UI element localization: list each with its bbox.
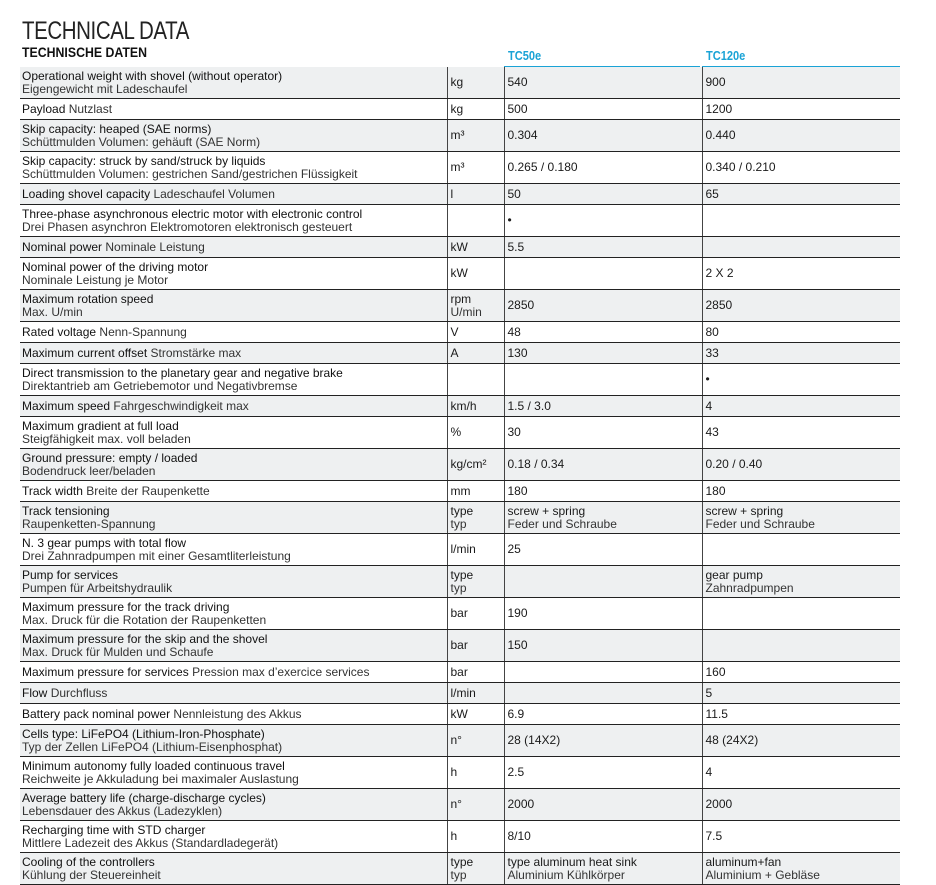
model-header-tc120e: TC120e bbox=[706, 48, 746, 63]
spec-unit bbox=[447, 502, 504, 534]
unit-text: kW bbox=[450, 266, 468, 280]
unit-text: A bbox=[450, 345, 459, 360]
spec-unit bbox=[447, 343, 504, 364]
value-text: 180 bbox=[705, 483, 726, 498]
value-text: 50 bbox=[507, 186, 521, 201]
unit-text: type bbox=[450, 503, 474, 518]
spec-label-en: Cells type: LiFePO4 (Lithium-Iron-Phosphate) bbox=[22, 726, 265, 741]
value-tc120e bbox=[702, 99, 900, 120]
value-text: 6.9 bbox=[507, 706, 525, 721]
spec-label bbox=[20, 184, 447, 205]
spec-label bbox=[20, 417, 447, 449]
value-text: aluminum+fan bbox=[705, 854, 782, 869]
spec-unit bbox=[447, 237, 504, 258]
spec-label bbox=[20, 152, 447, 184]
spec-label-en: Nominal power of the driving motor bbox=[22, 259, 209, 274]
table-row bbox=[20, 290, 900, 322]
value-text: 160 bbox=[705, 664, 726, 679]
value-tc120e bbox=[702, 120, 900, 152]
unit-text: km/h bbox=[450, 398, 477, 413]
spec-label-de: Ladeschaufel Volumen bbox=[153, 186, 275, 201]
spec-label-en: Track tensioning bbox=[22, 503, 110, 518]
spec-unit bbox=[447, 152, 504, 184]
value-tc50e bbox=[504, 205, 702, 237]
value-text: 80 bbox=[705, 324, 719, 339]
spec-label-de: Raupenketten-Spannung bbox=[22, 516, 156, 531]
spec-label-de: Direktantrieb am Getriebemotor und Negativbremse bbox=[22, 378, 298, 393]
model-header-tc50e: TC50e bbox=[508, 48, 542, 63]
table-row bbox=[20, 396, 900, 417]
value-text: 11.5 bbox=[705, 706, 728, 721]
value-tc50e bbox=[504, 364, 702, 396]
value-text: 8/10 bbox=[507, 829, 531, 843]
spec-label-de: Schüttmulden Volumen: gestrichen Sand/gestrichen Flüssigkeit bbox=[22, 166, 358, 181]
value-text: 540 bbox=[507, 75, 528, 89]
spec-label-en: Maximum pressure for the track driving bbox=[22, 599, 230, 614]
unit-text: rpm bbox=[450, 291, 472, 306]
value-tc120e bbox=[702, 184, 900, 205]
table-row bbox=[20, 205, 900, 237]
value-tc120e bbox=[702, 704, 900, 725]
value-text: 0.440 bbox=[705, 128, 736, 142]
table-row bbox=[20, 566, 900, 598]
value-text: 4 bbox=[705, 398, 713, 413]
table-row bbox=[20, 364, 900, 396]
spec-unit bbox=[447, 120, 504, 152]
unit-text: l/min bbox=[450, 542, 476, 556]
value-tc120e bbox=[702, 662, 900, 683]
spec-label bbox=[20, 67, 447, 99]
spec-label-de: Mittlere Ladezeit des Akkus (Standardladegerät) bbox=[22, 835, 279, 850]
spec-label-en: Operational weight with shovel (without operator) bbox=[22, 68, 283, 83]
value-tc120e bbox=[702, 364, 900, 396]
spec-label bbox=[20, 683, 447, 704]
value-tc120e bbox=[702, 598, 900, 630]
value-tc120e bbox=[702, 152, 900, 184]
value-tc50e bbox=[504, 566, 702, 598]
table-row bbox=[20, 704, 900, 725]
spec-unit bbox=[447, 205, 504, 237]
spec-label bbox=[20, 258, 447, 290]
value-tc120e bbox=[702, 237, 900, 258]
spec-label bbox=[20, 237, 447, 258]
table-row bbox=[20, 343, 900, 364]
spec-label-de: Stromstärke max bbox=[150, 345, 242, 360]
value-text: 2.5 bbox=[507, 765, 525, 779]
table-row bbox=[20, 449, 900, 481]
spec-label-de: Pression max d’exercice services bbox=[192, 664, 370, 679]
value-text: 190 bbox=[507, 606, 528, 620]
spec-label-en: N. 3 gear pumps with total flow bbox=[22, 535, 187, 550]
spec-label-de: Nenn-Spannung bbox=[99, 324, 187, 339]
table-row bbox=[20, 322, 900, 343]
unit-text: l bbox=[450, 186, 454, 201]
table-row bbox=[20, 502, 900, 534]
table-row bbox=[20, 67, 900, 99]
spec-label-en: Track width bbox=[22, 483, 83, 498]
table-row bbox=[20, 417, 900, 449]
spec-unit bbox=[447, 630, 504, 662]
value-tc50e bbox=[504, 343, 702, 364]
value-text: 30 bbox=[507, 425, 521, 439]
value-text: 48 bbox=[507, 324, 521, 339]
value-text: 150 bbox=[507, 638, 528, 652]
value-tc50e bbox=[504, 662, 702, 683]
unit-text: kW bbox=[450, 239, 468, 254]
value-text: 2850 bbox=[507, 298, 535, 312]
spec-label-en: Flow bbox=[22, 685, 48, 700]
spec-label bbox=[20, 598, 447, 630]
value-text-de: Zahnradpumpen bbox=[705, 580, 794, 595]
value-tc50e bbox=[504, 290, 702, 322]
spec-unit bbox=[447, 704, 504, 725]
table-row bbox=[20, 789, 900, 821]
spec-label-de: Lebensdauer des Akkus (Ladezyklen) bbox=[22, 803, 223, 818]
unit-text: % bbox=[450, 425, 462, 439]
unit-text: m³ bbox=[450, 160, 465, 174]
value-text: 0.340 / 0.210 bbox=[705, 160, 776, 174]
spec-label bbox=[20, 364, 447, 396]
table-row bbox=[20, 757, 900, 789]
value-tc120e bbox=[702, 757, 900, 789]
value-tc50e bbox=[504, 725, 702, 757]
spec-label-en: Payload bbox=[22, 101, 66, 116]
unit-text-de: typ bbox=[450, 580, 467, 595]
table-row bbox=[20, 598, 900, 630]
table-row bbox=[20, 152, 900, 184]
value-text: screw + spring bbox=[507, 503, 586, 518]
value-tc120e bbox=[702, 481, 900, 502]
spec-label-de: Kühlung der Steuereinheit bbox=[22, 867, 161, 882]
value-text: 2000 bbox=[507, 797, 535, 811]
spec-label-en: Maximum rotation speed bbox=[22, 291, 154, 306]
unit-text: m³ bbox=[450, 128, 465, 142]
spec-label-en: Loading shovel capacity bbox=[22, 186, 151, 201]
value-text: • bbox=[705, 372, 710, 386]
spec-label-en: Maximum pressure for the skip and the shovel bbox=[22, 631, 268, 646]
spec-label-de: Durchfluss bbox=[50, 685, 108, 700]
spec-unit bbox=[447, 258, 504, 290]
unit-text-de: U/min bbox=[450, 304, 482, 319]
spec-label-de: Drei Phasen asynchron Elektromotoren elektronisch gesteuert bbox=[22, 219, 353, 234]
value-text-de: Aluminium Kühlkörper bbox=[507, 867, 625, 882]
spec-unit bbox=[447, 662, 504, 683]
spec-label bbox=[20, 99, 447, 120]
value-tc50e bbox=[504, 237, 702, 258]
spec-label-de: Schüttmulden Volumen: gehäuft (SAE Norm) bbox=[22, 134, 261, 149]
value-tc50e bbox=[504, 757, 702, 789]
spec-unit bbox=[447, 853, 504, 885]
value-tc120e bbox=[702, 502, 900, 534]
spec-label bbox=[20, 502, 447, 534]
spec-label-de: Eigengewicht mit Ladeschaufel bbox=[22, 81, 188, 96]
value-tc50e bbox=[504, 821, 702, 853]
spec-label-en: Maximum gradient at full load bbox=[22, 418, 179, 433]
unit-text-de: typ bbox=[450, 516, 467, 531]
unit-text: type bbox=[450, 854, 474, 869]
spec-label bbox=[20, 566, 447, 598]
unit-text: l/min bbox=[450, 685, 476, 700]
value-tc120e bbox=[702, 630, 900, 662]
spec-label-en: Nominal power bbox=[22, 239, 103, 254]
spec-label-de: Max. Druck für Mulden und Schaufe bbox=[22, 644, 214, 659]
value-text: 0.265 / 0.180 bbox=[507, 160, 578, 174]
spec-unit bbox=[447, 821, 504, 853]
spec-label bbox=[20, 789, 447, 821]
value-tc120e bbox=[702, 566, 900, 598]
spec-label-en: Battery pack nominal power bbox=[22, 706, 171, 721]
table-row bbox=[20, 258, 900, 290]
table-row bbox=[20, 853, 900, 885]
value-tc50e bbox=[504, 99, 702, 120]
spec-label bbox=[20, 120, 447, 152]
spec-label-en: Three-phase asynchronous electric motor with electronic control bbox=[22, 206, 363, 221]
value-tc120e bbox=[702, 534, 900, 566]
spec-label-de: Nutzlast bbox=[68, 101, 113, 116]
unit-text: bar bbox=[450, 606, 468, 620]
value-text-de: Feder und Schraube bbox=[507, 516, 617, 531]
value-tc120e bbox=[702, 290, 900, 322]
value-tc120e bbox=[702, 205, 900, 237]
table-row bbox=[20, 184, 900, 205]
table-row bbox=[20, 821, 900, 853]
value-text: type aluminum heat sink bbox=[507, 854, 637, 869]
value-tc120e bbox=[702, 396, 900, 417]
value-text: 2 X 2 bbox=[705, 266, 734, 280]
value-text: 5.5 bbox=[507, 239, 525, 254]
value-tc120e bbox=[702, 789, 900, 821]
spec-label bbox=[20, 449, 447, 481]
value-text: 900 bbox=[705, 75, 726, 89]
value-tc50e bbox=[504, 704, 702, 725]
value-tc50e bbox=[504, 184, 702, 205]
value-text: 0.18 / 0.34 bbox=[507, 457, 565, 471]
table-row bbox=[20, 662, 900, 683]
table-row bbox=[20, 630, 900, 662]
value-text: 0.304 bbox=[507, 128, 538, 142]
spec-label bbox=[20, 821, 447, 853]
spec-unit bbox=[447, 290, 504, 322]
spec-unit bbox=[447, 67, 504, 99]
unit-text: bar bbox=[450, 638, 468, 652]
spec-unit bbox=[447, 481, 504, 502]
spec-unit bbox=[447, 683, 504, 704]
spec-label bbox=[20, 725, 447, 757]
spec-label-de: Breite der Raupenkette bbox=[86, 483, 210, 498]
value-text-de: Aluminium + Gebläse bbox=[705, 867, 820, 882]
spec-unit bbox=[447, 566, 504, 598]
unit-text: h bbox=[450, 765, 458, 779]
value-tc50e bbox=[504, 322, 702, 343]
table-row bbox=[20, 683, 900, 704]
value-text: 48 (24X2) bbox=[705, 733, 759, 747]
unit-text: type bbox=[450, 567, 474, 582]
spec-label bbox=[20, 343, 447, 364]
value-tc50e bbox=[504, 481, 702, 502]
spec-unit bbox=[447, 99, 504, 120]
table-row bbox=[20, 725, 900, 757]
spec-label-de: Typ der Zellen LiFePO4 (Lithium-Eisenphosphat) bbox=[22, 739, 283, 754]
value-text: gear pump bbox=[705, 567, 763, 582]
value-tc120e bbox=[702, 67, 900, 99]
spec-label-en: Ground pressure: empty / loaded bbox=[22, 450, 198, 465]
spec-label-de: Nennleistung des Akkus bbox=[173, 706, 302, 721]
unit-text: n° bbox=[450, 733, 462, 747]
value-tc50e bbox=[504, 534, 702, 566]
value-tc120e bbox=[702, 322, 900, 343]
spec-label-de: Max. Druck für die Rotation der Raupenketten bbox=[22, 612, 267, 627]
spec-label-de: Reichweite je Akkuladung bei maximaler Auslastung bbox=[22, 771, 299, 786]
spec-label-de: Steigfähigkeit max. voll beladen bbox=[22, 431, 191, 446]
spec-label bbox=[20, 704, 447, 725]
spec-label-en: Pump for services bbox=[22, 567, 119, 582]
unit-text: mm bbox=[450, 483, 471, 498]
value-tc50e bbox=[504, 598, 702, 630]
spec-label bbox=[20, 757, 447, 789]
value-tc50e bbox=[504, 417, 702, 449]
spec-unit bbox=[447, 757, 504, 789]
spec-label-de: Pumpen für Arbeitshydraulik bbox=[22, 580, 173, 595]
table-row bbox=[20, 237, 900, 258]
spec-label-en: Average battery life (charge-discharge cycles) bbox=[22, 790, 266, 805]
unit-text: kW bbox=[450, 706, 468, 721]
value-tc120e bbox=[702, 853, 900, 885]
spec-label-en: Cooling of the controllers bbox=[22, 854, 155, 869]
value-text: 65 bbox=[705, 186, 719, 201]
table-row bbox=[20, 99, 900, 120]
value-text: 1200 bbox=[705, 101, 733, 116]
spec-label bbox=[20, 662, 447, 683]
table-row bbox=[20, 481, 900, 502]
value-text: 4 bbox=[705, 765, 713, 779]
value-text: • bbox=[507, 213, 512, 227]
value-tc120e bbox=[702, 821, 900, 853]
spec-label bbox=[20, 290, 447, 322]
value-tc120e bbox=[702, 417, 900, 449]
spec-label-de: Nominale Leistung je Motor bbox=[22, 272, 169, 287]
spec-label-de: Nominale Leistung bbox=[105, 239, 205, 254]
table-row bbox=[20, 120, 900, 152]
spec-label-en: Skip capacity: heaped (SAE norms) bbox=[22, 121, 212, 136]
unit-text: V bbox=[450, 324, 459, 339]
value-text: 28 (14X2) bbox=[507, 733, 561, 747]
spec-label-en: Maximum speed bbox=[22, 398, 111, 413]
value-tc50e bbox=[504, 396, 702, 417]
value-tc120e bbox=[702, 725, 900, 757]
spec-unit bbox=[447, 364, 504, 396]
spec-label bbox=[20, 481, 447, 502]
technical-data-table bbox=[20, 67, 900, 885]
spec-label-de: Drei Zahnradpumpen mit einer Gesamtliterleistung bbox=[22, 548, 291, 563]
spec-label-de: Max. U/min bbox=[22, 304, 83, 319]
spec-label-en: Direct transmission to the planetary gear and negative brake bbox=[22, 365, 343, 380]
value-text: 500 bbox=[507, 101, 528, 116]
value-tc50e bbox=[504, 853, 702, 885]
unit-text: kg/cm² bbox=[450, 457, 487, 471]
spec-label bbox=[20, 534, 447, 566]
unit-text: h bbox=[450, 829, 458, 843]
unit-text: kg bbox=[450, 101, 464, 116]
value-tc50e bbox=[504, 449, 702, 481]
spec-label-en: Maximum current offset bbox=[22, 345, 148, 360]
table-row bbox=[20, 534, 900, 566]
spec-label-de: Bodendruck leer/beladen bbox=[22, 463, 156, 478]
spec-label-en: Skip capacity: struck by sand/struck by liquids bbox=[22, 153, 266, 168]
value-tc120e bbox=[702, 449, 900, 481]
spec-unit bbox=[447, 534, 504, 566]
value-text: 130 bbox=[507, 345, 528, 360]
spec-label-de: Fahrgeschwindigkeit max bbox=[113, 398, 249, 413]
spec-label-en: Recharging time with STD charger bbox=[22, 822, 206, 837]
value-tc50e bbox=[504, 67, 702, 99]
value-text: 0.20 / 0.40 bbox=[705, 457, 763, 471]
value-text: 2850 bbox=[705, 298, 733, 312]
value-tc50e bbox=[504, 630, 702, 662]
unit-text: kg bbox=[450, 75, 464, 89]
spec-unit bbox=[447, 396, 504, 417]
spec-label-en: Rated voltage bbox=[22, 324, 97, 339]
unit-text: bar bbox=[450, 664, 468, 679]
value-text: screw + spring bbox=[705, 503, 784, 518]
value-text: 25 bbox=[507, 542, 521, 556]
spec-label-en: Maximum pressure for services bbox=[22, 664, 189, 679]
spec-unit bbox=[447, 598, 504, 630]
value-text: 5 bbox=[705, 685, 713, 700]
page-subtitle: TECHNISCHE DATEN bbox=[22, 44, 148, 60]
value-text: 1.5 / 3.0 bbox=[507, 398, 551, 413]
value-text: 43 bbox=[705, 425, 719, 439]
value-tc50e bbox=[504, 683, 702, 704]
value-tc50e bbox=[504, 152, 702, 184]
spec-unit bbox=[447, 184, 504, 205]
value-tc50e bbox=[504, 258, 702, 290]
value-tc120e bbox=[702, 258, 900, 290]
value-tc120e bbox=[702, 343, 900, 364]
spec-label bbox=[20, 630, 447, 662]
spec-label bbox=[20, 205, 447, 237]
value-tc50e bbox=[504, 120, 702, 152]
value-text: 33 bbox=[705, 345, 719, 360]
unit-text: n° bbox=[450, 797, 462, 811]
value-text: 180 bbox=[507, 483, 528, 498]
spec-unit bbox=[447, 322, 504, 343]
spec-label-en: Minimum autonomy fully loaded continuous travel bbox=[22, 758, 285, 773]
value-tc120e bbox=[702, 683, 900, 704]
spec-unit bbox=[447, 789, 504, 821]
unit-text-de: typ bbox=[450, 867, 467, 882]
value-text: 2000 bbox=[705, 797, 733, 811]
spec-label bbox=[20, 322, 447, 343]
value-text: 7.5 bbox=[705, 829, 723, 843]
spec-label bbox=[20, 396, 447, 417]
spec-unit bbox=[447, 417, 504, 449]
value-text-de: Feder und Schraube bbox=[705, 516, 815, 531]
spec-label bbox=[20, 853, 447, 885]
spec-unit bbox=[447, 725, 504, 757]
spec-unit bbox=[447, 449, 504, 481]
value-tc50e bbox=[504, 502, 702, 534]
value-tc50e bbox=[504, 789, 702, 821]
page-title: TECHNICAL DATA bbox=[22, 17, 190, 45]
